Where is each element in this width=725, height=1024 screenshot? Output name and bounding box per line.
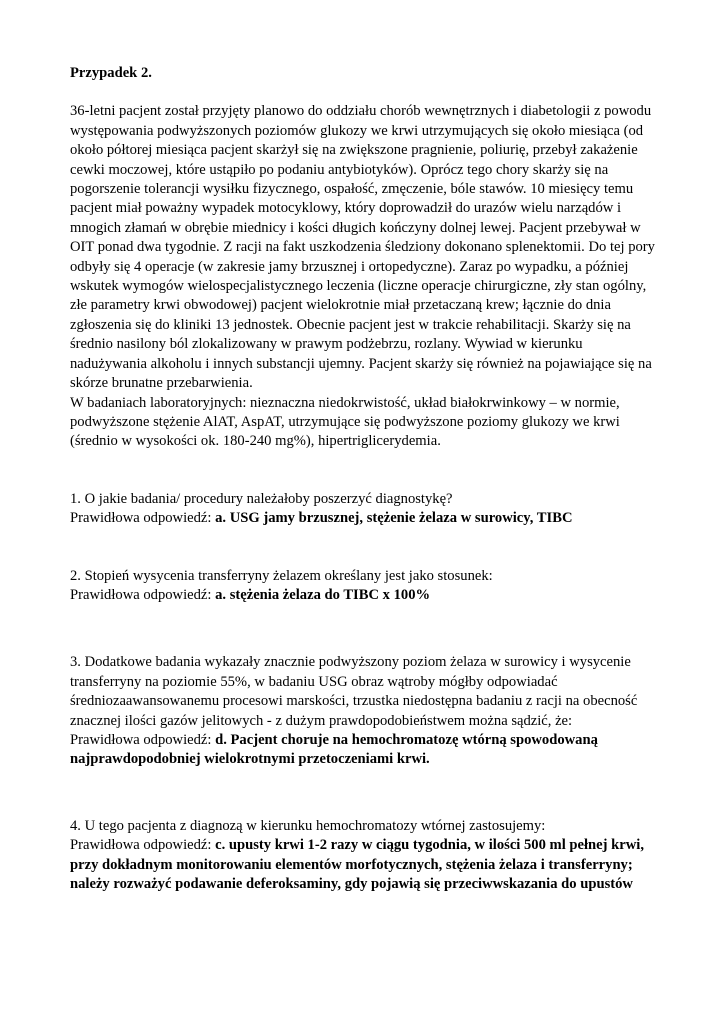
answer-text: należy rozważyć podawanie deferoksaminy, gdy pojawią się przeciwwskazania do upustów <box>70 876 633 892</box>
answer-prefix: Prawidłowa odpowiedź: <box>70 586 216 603</box>
question-4 <box>70 817 660 895</box>
answer-text: najprawdopodobniej wielokrotnymi przetoczeniami krwi. <box>70 751 430 768</box>
question-1 <box>70 490 660 529</box>
description-line: występowania podwyższonych poziomów glukozy we krwi utrzymujących się około miesiąca (od <box>70 122 644 139</box>
answer-line <box>70 509 660 528</box>
description-line: odbyły się 4 operacje (w zakresie jamy brzusznej i ortopedyczne). Zaraz po wypadku, a później <box>70 258 629 275</box>
question-text: 4. U tego pacjenta z diagnozą w kierunku hemochromatozy wtórnej zastosujemy: <box>70 817 546 834</box>
answer-text: c. upusty krwi 1-2 razy w ciągu tygodnia, w ilości 500 ml pełnej krwi, <box>215 837 645 854</box>
case-title: Przypadek 2. <box>70 65 152 81</box>
question-text: transferryny na poziomie 55%, w badaniu USG obraz wątroby mógłby odpowiadać <box>70 673 558 690</box>
description-line: około półtorej miesiąca pacjent skarżył się na zwiększone pragnienie, poliurię, przebył zakażenie <box>70 142 638 159</box>
description-line: pogorszenie tolerancji wysiłku fizycznego, ospałość, zmęczenie, bóle stawów. 10 miesięcy temu <box>70 181 634 198</box>
question-text: 3. Dodatkowe badania wykazały znacznie podwyższony poziom żelaza w surowicy i wysycenie <box>70 654 631 671</box>
description-line: wskutek wymogów wielospecjalistycznego leczenia (liczne operacje chirurgiczne, zły stan ogólny, <box>70 278 647 295</box>
question-text: znacznej ilości gazów jelitowych - z dużym prawdopodobieństwem można sądzić, że: <box>70 712 573 729</box>
answer-line <box>70 586 660 605</box>
answer-prefix: Prawidłowa odpowiedź: <box>70 837 216 854</box>
answer-text: d. Pacjent choruje na hemochromatozę wtórną spowodowaną <box>215 731 598 748</box>
question-2 <box>70 567 660 606</box>
description-line: pacjent miał poważny wypadek motocyklowy, który doprowadził do urazów wielu narządów i <box>70 200 622 217</box>
answer-line <box>70 836 660 855</box>
answer-line <box>70 731 660 750</box>
case-description <box>70 102 660 451</box>
description-line: (średnio w wysokości ok. 180-240 mg%), hipertriglicerydemia. <box>70 433 441 450</box>
description-line: W badaniach laboratoryjnych: nieznaczna niedokrwistość, układ białokrwinkowy – w normie, <box>70 394 620 411</box>
description-line: złe parametry krwi obwodowej) pacjent wielokrotnie miał przetaczaną krew; łącznie do dnia <box>70 297 611 314</box>
answer-text: przy dokładnym monitorowaniu elementów morfotycznych, stężenia żelaza i transferryny; <box>70 856 633 873</box>
description-line: 36-letni pacjent został przyjęty planowo do oddziału chorób wewnętrznych i diabetologii z powodu <box>70 103 652 120</box>
description-line: mnogich złamań w obrębie miednicy i kości długich kończyny dolnej lewej. Pacjent przebywał w <box>70 219 641 236</box>
question-3 <box>70 653 660 769</box>
question-text: średniozaawansowanemu procesowi marskości, trzustka niedostępna badaniu z racji na obecność <box>70 693 638 710</box>
description-line: OIT ponad dwa tygodnie. Z racji na fakt uszkodzenia śledziony dokonano splenektomii. Do tej pory <box>70 239 655 256</box>
document-page <box>70 64 660 894</box>
question-text: 1. O jakie badania/ procedury należałoby poszerzyć diagnostykę? <box>70 490 453 507</box>
description-line: nadużywania alkoholu i innych substancji ujemny. Pacjent skarży się również na pojawiające się na <box>70 355 652 372</box>
description-line: cewki moczowej, które ustąpiło po podaniu antybiotyków). Oprócz tego chory skarży się na <box>70 161 609 178</box>
description-line: średnio nasilony ból zlokalizowany w prawym podżebrzu, rozlany. Wywiad w kierunku <box>70 336 583 353</box>
question-text: 2. Stopień wysycenia transferryny żelazem określany jest jako stosunek: <box>70 567 493 584</box>
description-line: zgłoszenia się do kliniki 13 jednostek. Obecnie pacjent jest w trakcie rehabilitacji. Skarży się na <box>70 316 631 333</box>
description-line: skórze brunatne przebarwienia. <box>70 375 253 392</box>
description-line: podwyższone stężenie AlAT, AspAT, utrzymujące się podwyższone poziomy glukozy we krwi <box>70 413 620 430</box>
answer-text: a. USG jamy brzusznej, stężenie żelaza w surowicy, TIBC <box>215 510 573 527</box>
answer-prefix: Prawidłowa odpowiedź: <box>70 731 216 748</box>
answer-prefix: Prawidłowa odpowiedź: <box>70 510 216 527</box>
answer-text: a. stężenia żelaza do TIBC x 100% <box>215 586 431 603</box>
